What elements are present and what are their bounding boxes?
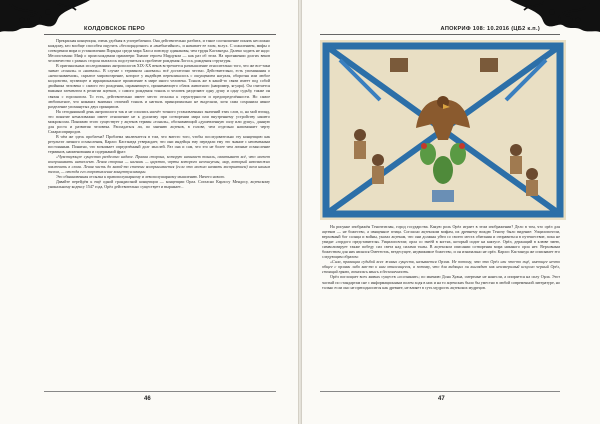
quote-paragraph: «Чувствующее существо разделено надвое. Правая сторона, которую называет тональ, охватывает всё, что может воспринимать интеллект. Левая сторона — нагваль — царство, черты которого неописуемы, мир, который невозможно заключить в слова. Левая часть до какой-то степени воспринимается (если это можно назвать восприятием) всем нашим телом, — отсюда его сопротивление концептуализации. (48, 154, 270, 175)
paragraph: Это обыкновенная отсылка к правополушарному и левополушарному мышлению. Ничего нового. (56, 174, 226, 180)
floral-ornament-left (0, 0, 298, 36)
quote-paragraph: «Сила, правящая судьбой всех живых существ, называется Орлом. Не потому, что это Орёл или что-то ещё, имеющее нечто общее с орлами либо как-то к ним относящееся, а потому, что для видящих он выглядит как неизмеримый искусно черный Орёл, стоящий прямо, возносясь ввысь в бесконечность. (322, 259, 560, 275)
header-rule-right (320, 34, 560, 35)
paragraph: В оригинальных исследованиях антропологов XIX-XX веков встречается размышление относительно того, что же все-таки значат «тональ» и «нагваль». В случае с термином «нагваль» всё достаточно честно. Действительно, есть упоминания о «непознаваемом», скрытое мировоззрение, которое у индейцев перекликалось с ощущением нагуаля, оборотня или любое колдовства, пугающее и иррациональное проявление в мире иного человека. Тональ же в какой-то связи имеет под собой двойника человека с самого его рождения, охраняющего, принимающего облик животного (например, ягуара). Он считается важным элементом в религии ацтеков, с самого рождения тональ и человек разделяют одну душу и одну судьбу, также он связан с гороскопом. То есть, действительно имеет место отсылка к структурности и предопределённости. Но самое любопытное, что никаких внятных отличий тональ и нагваль принципиально не выделяли, хотя сама сохранила явное разделение упомянутых двух принципов. (48, 63, 270, 109)
right-page (302, 0, 600, 424)
article-text-right (322, 224, 560, 388)
paragraph: На рисунке изображён Теночтитлан, город государства. Какую роль Орёл играет в этом изображении? Дело в том, что орёл для ацтеков — не божество, а священное птица. Согласно ацтекским мифам, их древнему вождю Теночу было видение: Уицилопочтли, верховный бог солнца и войны, указал ацтекам, что они должны уйти со своего места обитания и отправиться в путешествие, пока не увидят «гордого представителя» Уицилопочтли; орла со змеёй в когтях, который сидит на кактусе. Орёл, держащий в клюве змею, символизирует также победу сил света над силами тьмы. В ацтекском описании сотворения мира никакого орла нет. Верховным божеством для них являлся Ометеотль, вездесущее, недвижимое божество, и он изначально не орёл. Карлос Кастанеда же описывает его следующим образом: (322, 224, 560, 260)
paragraph: Прекрасная концепция, очень удобная в употреблении. Она действительно разбита, и такое соотношение понять несложно каждому, кто вообще способен ощутить «беспорядочное» и «внебытийное», и называет ее злом, вслух. С сожалением, мифы о сотворении мира и установлении Порядка среди мира Хаоса повсюду одинаковы, чем труды Кастанеды. Далеко ходить не надо: Месопотамия: Миф о происхождении праматери Тиамат героем Мардуком — как раз об этом. На протяжении долгих веков человечество с разных сторон пыталось подступиться к проблеме рождения Логоса, рождения структуры. (48, 38, 270, 64)
paragraph: Давайте перейдём к ещё одной грандиозной концепции — концепции Орла. Согласно Карлосу Мендосу, ацтекскому уникальному кодексу 1547 года, Орёл действительно существует и выражает... (48, 179, 270, 190)
running-head-left: КОЛДОВСКОЕ ПЕРО (84, 26, 146, 32)
header-rule-left (44, 34, 276, 35)
footer-rule-left (44, 391, 276, 392)
left-page (0, 0, 298, 424)
running-head-right: АПОКРИФ 108: 10.2016 (ЦБ2 к.п.) (440, 26, 540, 32)
paragraph: В чём же здесь проблема? Проблема заключается в том, что вместо того, чтобы последовательно эту концепцию как результат личного осмысления, Карлос Кастанеда утверждает, что они индейцы ему передали ему это знание с неизменным постоянным. Понятно, что возникает определённый долг мыслей. Раз она и сам, что это не более чем личные осмысление терминов, наименования и содержаний фраз: (48, 133, 270, 155)
article-text-left (48, 38, 270, 388)
footer-rule-right (320, 391, 560, 392)
paragraph: На сегодняшний день антропологи так и не сошлись насчёт точного установленных значений этих слов, и, на мой взгляд, это понятие немаловажно имеет отношение не к дуализму при сотворении мира или внутреннему устройству нашего микрокосма. Понимаю этого существует у ацтеков термин «тональ», обозначающий «душевленную силу или душу», данную для роста и развития человека. Распадаться ли, по мнению ацтеков, в голове, чем отдельно напоминает черту Сахарасоприродов. (48, 108, 270, 134)
paragraph: Орёл поглощает всех живых существ «осознание»; по мнению Дона Хуана, смертные не нанесли, а опирается на силу Орла. Этот частый по стандартам сне с информационным полем ходя в них и на то ацтекских было бы уместно в любой современной литературе, но только если оно не преподносится как древнее, не влияет в суть мудрость ацтекских мудрецов. (322, 274, 560, 290)
page-number-right: 47 (438, 396, 445, 402)
page-number-left: 46 (144, 396, 151, 402)
aztec-codex-illustration (320, 40, 566, 220)
